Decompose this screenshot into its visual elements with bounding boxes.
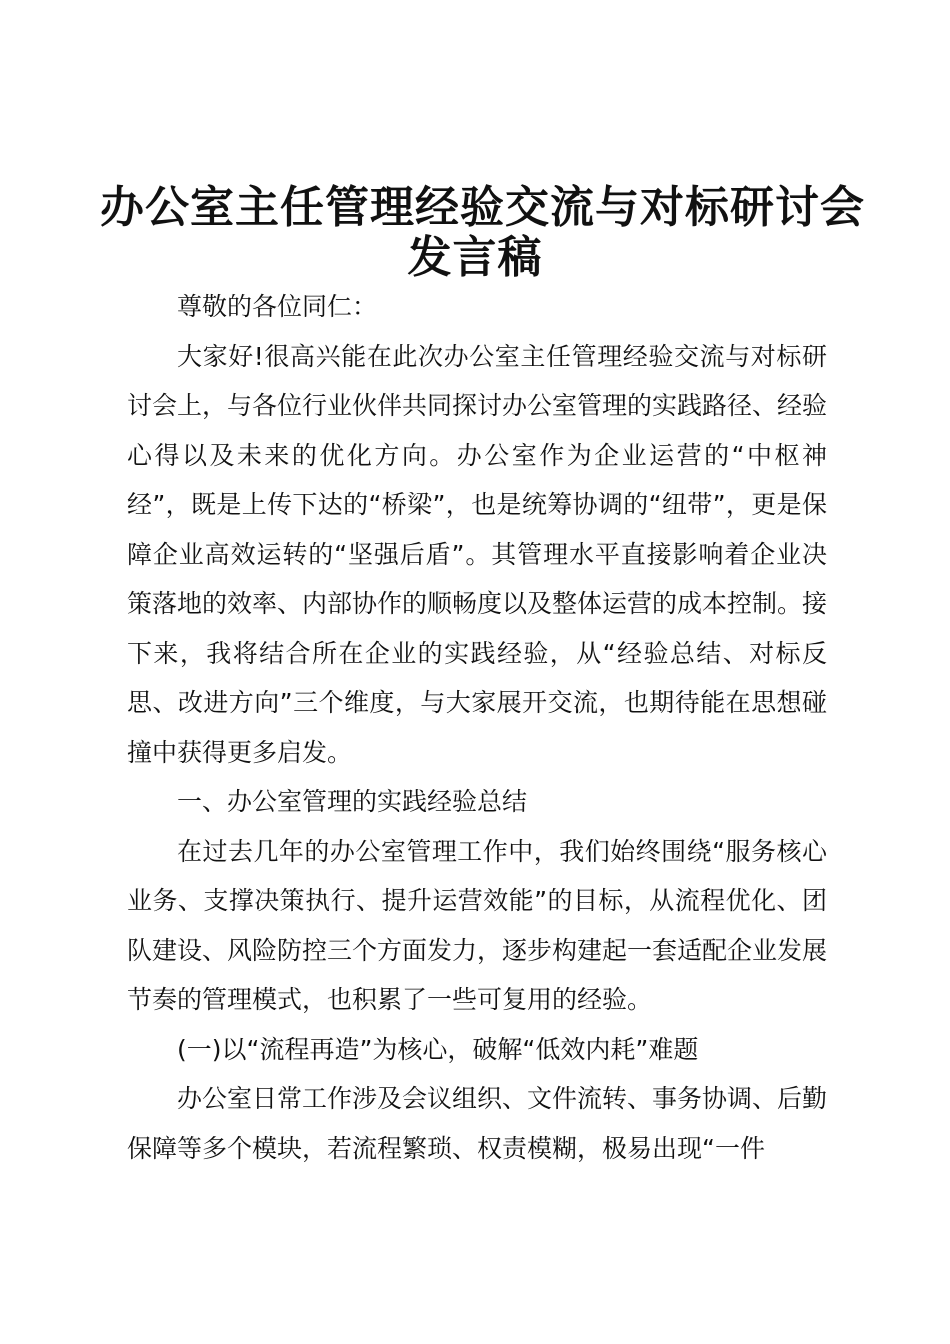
paragraph-intro: 大家好!很高兴能在此次办公室主任管理经验交流与对标研讨会上，与各位行业伙伴共同探讨办公室管理的实践路径、经验心得以及未来的优化方向。办公室作为企业运营的“中枢神经”，既是上传下达的“桥梁”，也是统筹协调的“纽带”，更是保障企业高效运转的“坚强后盾”。其管理水平直接影响着企业决策落地的效率、内部协作的顺畅度以及整体运营的成本控制。接下来，我将结合所在企业的实践经验，从“经验总结、对标反思、改进方向”三个维度，与大家展开交流，也期待能在思想碰撞中获得更多启发。 bbox=[127, 341, 828, 767]
paragraph-section-1: 在过去几年的办公室管理工作中，我们始终围绕“服务核心业务、支撑决策执行、提升运营效能”的目标，从流程优化、团队建设、风险防控三个方面发力，逐步构建起一套适配企业发展节奏的管理模式，也积累了一些可复用的经验。 bbox=[127, 836, 828, 1014]
salutation: 尊敬的各位同仁： bbox=[177, 292, 378, 321]
document-title-line-1: 办公室主任管理经验交流与对标研讨会 bbox=[100, 182, 865, 233]
section-heading-1: 一、办公室管理的实践经验总结 bbox=[177, 787, 528, 816]
document-body bbox=[127, 282, 827, 1173]
paragraph-subsection-1: 办公室日常工作涉及会议组织、文件流转、事务协调、后勤保障等多个模块，若流程繁琐、权责模糊，极易出现“一件 bbox=[127, 1084, 828, 1163]
subsection-heading-1: (一)以“流程再造”为核心，破解“低效内耗”难题 bbox=[177, 1034, 699, 1064]
document-title-line-2: 发言稿 bbox=[407, 232, 543, 283]
